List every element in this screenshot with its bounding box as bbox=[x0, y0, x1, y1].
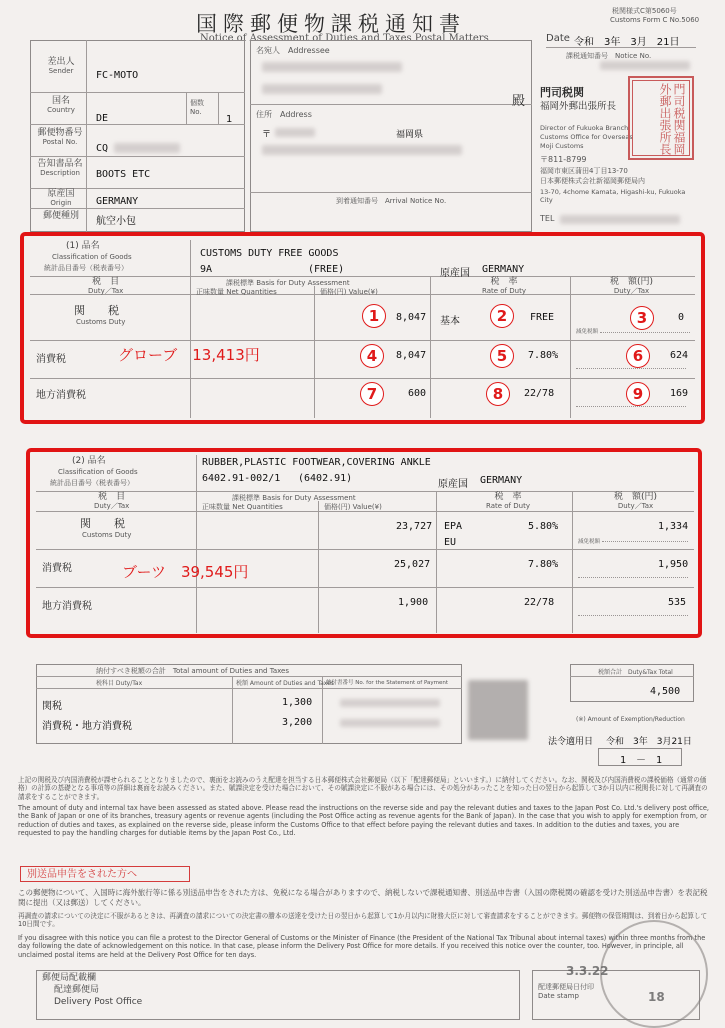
notes-en: The amount of duty and internal tax have been assessed as stated above. Please read the instructions on the reverse side and pay the relevant duties and taxes to the Japan Post Co. Ltd.'s delivery post office, the Bank of Japan or one of its branches, treasury agents or revenue agents (including the Post Office acting as revenue agents for the Bank of Japan). In the case that you wish to apply for exemption from, or reduction of duties and taxes, as explained on the reverse side, please inform the Customs Office to that effect before paying the relevant duties and taxes. In addition to the duties and taxes, you are requested to pay the handling charges for dutiable items by the Japan Post Co., Ltd. bbox=[18, 804, 710, 838]
addressee-label: 名宛人 Addressee bbox=[256, 46, 330, 55]
annotation-circle-3: 3 bbox=[630, 306, 654, 330]
item2-origin: GERMANY bbox=[480, 475, 523, 486]
item1-origin: GERMANY bbox=[482, 264, 525, 275]
address-label: 住所 Address bbox=[256, 110, 312, 119]
postal-mark: 〒 bbox=[262, 130, 272, 140]
postmark-date: 3.3.22 bbox=[566, 964, 609, 978]
form-number: 税関様式C第5060号 bbox=[612, 7, 677, 15]
postmark-time: 18 bbox=[648, 990, 665, 1004]
date-label: Date bbox=[546, 33, 570, 44]
page-subtitle: Notice of Assessment of Duties and Taxes Postal Matters bbox=[200, 33, 489, 44]
pieces-value: 1 bbox=[226, 114, 233, 125]
page-title: 国際郵便物課税通知書 bbox=[196, 12, 466, 36]
office-sub: 福岡外郵出張所長 bbox=[540, 101, 617, 112]
item2-section: (2) 品名 Classification of Goods 統計品目番号（税表番号） RUBBER,PLASTIC FOOTWEAR,COVERING ANKLE 6402.91-002/1 (6402.91) 原産国 GERMANY 税 目 Duty／Tax 課税標準 Basis for Duty Assessment 正味数量 Net Quantities 価格(円) Value(¥) 税 率 Rate of Duty 税 額(円) Duty／Tax 関 税 Customs Duty 23,727 EPA EU 5.80% 1,334 減免税額 消費税 ブーツ 39,545円 25,027 7.80% 1,950 地方消費税 1,900 22/78 535 bbox=[36, 455, 694, 633]
form-number-en: Customs Form C No.5060 bbox=[610, 16, 700, 24]
pieces-label: 個数 No. bbox=[190, 99, 204, 116]
item1-annotation: グローブ 13,413円 bbox=[118, 346, 260, 364]
annotation-circle-1: 1 bbox=[362, 304, 386, 328]
address-redacted bbox=[262, 145, 462, 155]
annotation-circle-9: 9 bbox=[626, 382, 650, 406]
col-tax-item: 税 目 Duty／Tax bbox=[88, 277, 124, 296]
page-count: 1 － 1 bbox=[620, 755, 663, 766]
office-title: 門司税関 bbox=[540, 86, 584, 99]
delivery-office-box bbox=[36, 970, 520, 1020]
item2-annotation: ブーツ 39,545円 bbox=[122, 563, 249, 581]
origin-label: 原産国 Origin bbox=[47, 189, 75, 208]
annotation-circle-2: 2 bbox=[490, 304, 514, 328]
prefecture: 福岡県 bbox=[396, 130, 424, 140]
honorific: 殿 bbox=[512, 94, 526, 109]
separate-shipment-notice: この郵便物について、入国時に海外旅行等に係る別送品申告をされた方は、免税になる場合がありますので、納税しないで課税通知書、別送品申告書（入国の際税関の確認を受けた別送品申告書）を表記税関に提出（又は郵送）してください。 bbox=[18, 888, 708, 907]
law-date: 令和 3年 3月21日 bbox=[606, 737, 692, 747]
annotation-circle-6: 6 bbox=[626, 344, 650, 368]
notice-number-label: 課税通知番号 Notice No. bbox=[566, 52, 652, 60]
country-label: 国名 Country bbox=[47, 96, 75, 115]
arrival-notice-label: 到着通知番号 Arrival Notice No. bbox=[336, 197, 447, 205]
postal-no-redacted bbox=[114, 143, 180, 153]
postal-no-label: 郵便物番号 Postal No. bbox=[37, 128, 83, 147]
total-amount: 4,500 bbox=[650, 686, 681, 697]
origin-value: GERMANY bbox=[96, 196, 139, 207]
item1-code: 9A bbox=[200, 264, 213, 275]
annotation-circle-4: 4 bbox=[360, 344, 384, 368]
notes-jp: 上記の関税及び内国消費税が課せられることとなりましたので、裏面をお読みのうえ配達を担当する日本郵便株式会社郵便局（以下「配達郵便局」といいます。）に納付してください。なお、関税及び内国消費税の課税価格（通常の価格）の計算の基礎となる事項等の詳細は裏面をお読みください。また、賦課決定を受けた場合において、その賦課決定に不服がある場合には、その処分があったことを知った日の翌日から起算して3か月以内に税関長に対して再調査の請求をすることができます。 bbox=[18, 776, 708, 801]
item2-code: 6402.91-002/1 bbox=[202, 473, 281, 484]
addressee-name-redacted bbox=[262, 62, 402, 72]
postmark-stamp bbox=[600, 920, 708, 1028]
postal-no-value: CQ bbox=[96, 143, 109, 154]
country-value: DE bbox=[96, 113, 109, 124]
description-label: 告知書品名 Description bbox=[37, 159, 83, 178]
annotation-circle-8: 8 bbox=[486, 382, 510, 406]
item2-goods: RUBBER,PLASTIC FOOTWEAR,COVERING ANKLE bbox=[202, 457, 431, 468]
customs-seal: 門司税関福岡外郵出張所長 bbox=[628, 76, 694, 160]
separate-shipment-title: 別送品申告をされた方へ bbox=[20, 866, 190, 882]
item1-goods: CUSTOMS DUTY FREE GOODS bbox=[200, 248, 339, 259]
mail-type-label: 郵便種別 bbox=[42, 211, 79, 221]
annotation-circle-7: 7 bbox=[360, 382, 384, 406]
qr-code-redacted bbox=[468, 680, 528, 740]
sender-label: 差出人 Sender bbox=[47, 57, 75, 76]
notice-number-redacted bbox=[600, 61, 690, 70]
annotation-circle-5: 5 bbox=[490, 344, 514, 368]
sender-value: FC-MOTO bbox=[96, 70, 139, 81]
notice-date: 令和 3年 3月 21日 bbox=[574, 37, 680, 48]
item1-section: (1) 品名 Classification of Goods 統計品目番号（税表番号） CUSTOMS DUTY FREE GOODS 9A (FREE) 原産国 GERMANY 税 目 Duty／Tax 課税標準 Basis for Duty Assessment 正味数量 Net Quantities 価格(円) Value(¥) 税 率 Rate of Duty 税 額(円) Duty／Tax 関 税 Customs Duty 1 8,047 基本 2 FREE 3 0 減免税額 消費税 グローブ 13,413円 4 8,047 5 7.80% 6 624 地方消費税 7 600 8 22/78 9 169 bbox=[30, 240, 695, 418]
description-value: BOOTS ETC bbox=[96, 169, 151, 180]
mail-type-value: 航空小包 bbox=[96, 216, 136, 227]
